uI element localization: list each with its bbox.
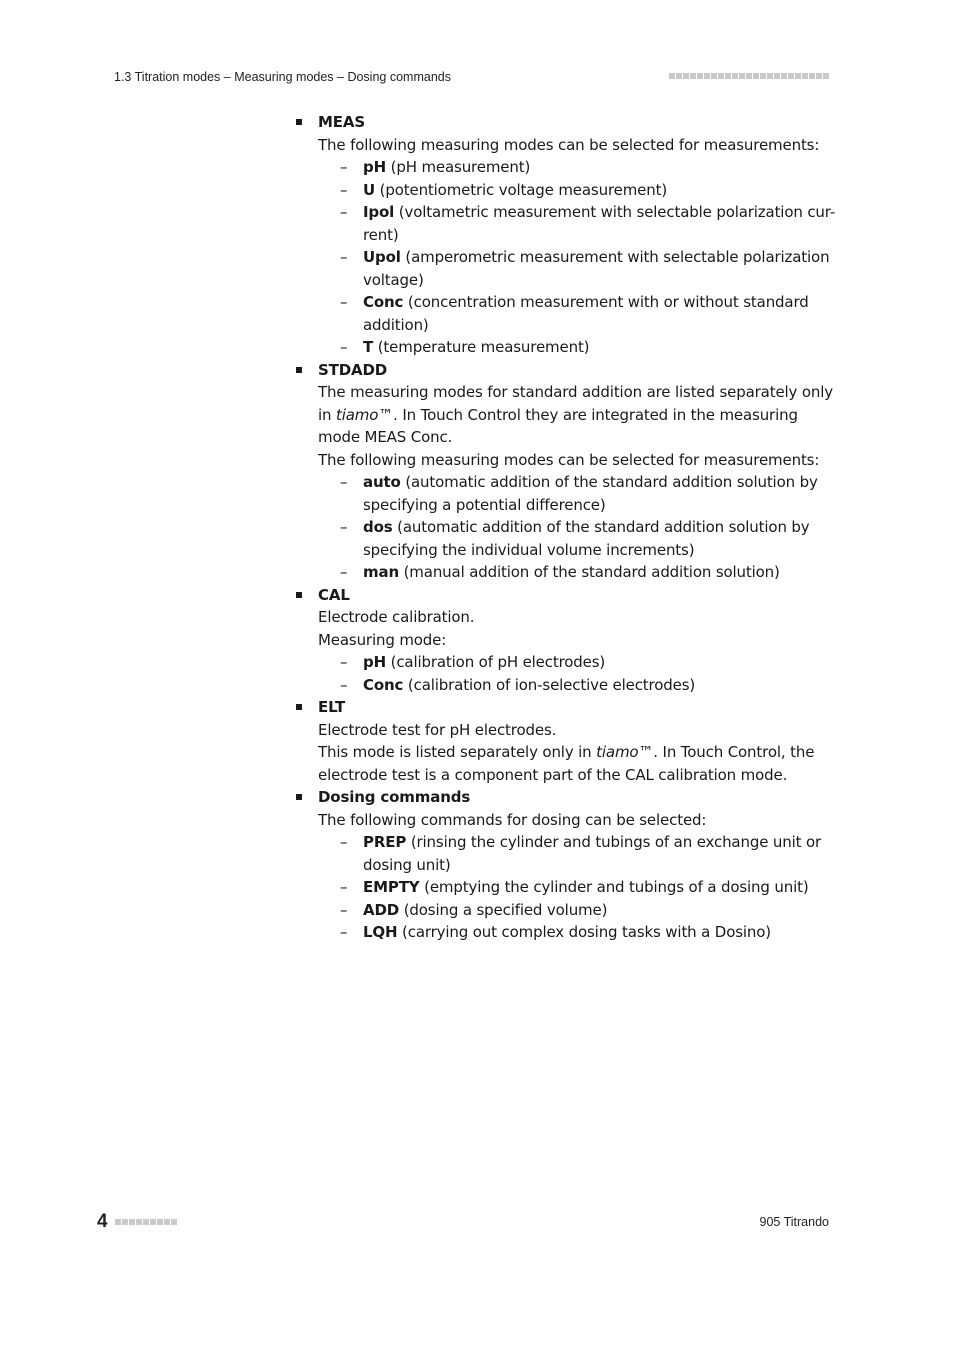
- list-item: [318, 516, 836, 561]
- bullet-icon: [296, 704, 302, 710]
- command-list: [318, 831, 836, 944]
- section-text: [318, 381, 836, 449]
- product-name-italic: tiamo: [596, 743, 639, 761]
- dash-icon: –: [340, 473, 348, 491]
- item-desc: (pH measurement): [390, 158, 531, 176]
- mode-list: [318, 651, 836, 696]
- item-term: EMPTY: [363, 878, 420, 896]
- section-text: [318, 741, 836, 786]
- page-number: 4: [97, 1211, 108, 1232]
- dash-icon: –: [340, 923, 348, 941]
- section-title: MEAS: [318, 113, 365, 131]
- product-name-italic: tiamo: [336, 405, 379, 424]
- dash-icon: –: [340, 158, 348, 176]
- section-dosing-commands: [296, 786, 836, 944]
- footer-decoration: [115, 1219, 177, 1225]
- dash-icon: –: [340, 653, 348, 671]
- section-text: The following measuring modes can be selected for measurements:: [318, 135, 820, 154]
- section-title: STDADD: [318, 360, 388, 379]
- item-term: Conc: [363, 675, 404, 694]
- bullet-icon: [296, 592, 302, 598]
- item-term: T: [363, 338, 374, 356]
- item-desc: (concentration measurement with or without standard addition): [363, 293, 809, 334]
- dash-icon: –: [340, 518, 348, 536]
- list-item: [318, 201, 836, 246]
- item-term: U: [363, 180, 376, 199]
- mode-list: [318, 156, 836, 359]
- item-desc: (dosing a specified volume): [403, 900, 608, 919]
- item-term: auto: [363, 473, 401, 491]
- section-meas: [296, 111, 836, 359]
- dash-icon: –: [340, 878, 348, 896]
- list-item: [318, 651, 836, 674]
- item-desc: (amperometric measurement with selectable polarization voltage): [363, 248, 830, 289]
- item-desc: (potentiometric voltage measurement): [379, 180, 668, 199]
- item-desc: (manual addition of the standard addition solution): [403, 563, 780, 581]
- dash-icon: –: [340, 675, 348, 694]
- dash-icon: –: [340, 833, 348, 851]
- item-desc: (calibration of ion-selective electrodes): [407, 675, 696, 694]
- item-term: Upol: [363, 248, 401, 266]
- list-item: [318, 899, 836, 922]
- text-run: ™. In Touch Control they are integrated in the measuring mode MEAS Conc.: [318, 405, 798, 446]
- item-term: PREP: [363, 833, 407, 851]
- list-item: [318, 561, 836, 584]
- item-term: ADD: [363, 900, 400, 919]
- item-term: pH: [363, 158, 386, 176]
- dash-icon: –: [340, 900, 348, 919]
- list-item: [318, 156, 836, 179]
- section-stdadd: [296, 359, 836, 584]
- dash-icon: –: [340, 180, 348, 199]
- item-term: Conc: [363, 293, 404, 311]
- item-desc: (automatic addition of the standard addition solution by specifying the individual volume increments): [363, 518, 810, 559]
- list-item: [318, 674, 836, 697]
- section-text: Measuring mode:: [318, 630, 447, 649]
- section-text: Electrode calibration.: [318, 608, 475, 626]
- item-desc: (voltametric measurement with selectable polarization cur- rent): [363, 203, 836, 244]
- item-desc: (carrying out complex dosing tasks with a Dosino): [402, 923, 772, 941]
- section-text: The following commands for dosing can be selected:: [318, 810, 707, 829]
- section-title: CAL: [318, 585, 350, 604]
- text-run: ™. In Touch Control, the electrode test is a component part of the CAL calibration mode.: [318, 743, 815, 784]
- item-term: LQH: [363, 923, 398, 941]
- item-desc: (temperature measurement): [377, 338, 590, 356]
- list-item: [318, 471, 836, 516]
- list-item: [318, 876, 836, 899]
- item-desc: (calibration of pH electrodes): [390, 653, 606, 671]
- item-desc: (automatic addition of the standard addition solution by specifying a potential difference): [363, 473, 818, 514]
- text-run: The measuring modes for standard addition are listed separately only in: [318, 383, 834, 424]
- section-title: Dosing commands: [318, 788, 471, 806]
- list-item: [318, 831, 836, 876]
- item-term: dos: [363, 518, 393, 536]
- section-text: Electrode test for pH electrodes.: [318, 720, 557, 739]
- list-item: [318, 336, 836, 359]
- header-decoration: [669, 73, 829, 79]
- dash-icon: –: [340, 563, 348, 581]
- dash-icon: –: [340, 203, 348, 221]
- mode-list: [318, 471, 836, 584]
- item-term: Ipol: [363, 203, 395, 221]
- bullet-icon: [296, 367, 302, 373]
- footer-product-name: 905 Titrando: [759, 1215, 829, 1229]
- list-item: [318, 246, 836, 291]
- section-cal: [296, 584, 836, 697]
- dash-icon: –: [340, 293, 348, 311]
- item-desc: (emptying the cylinder and tubings of a dosing unit): [424, 878, 809, 896]
- text-run: This mode is listed separately only in: [318, 743, 592, 761]
- bullet-icon: [296, 794, 302, 800]
- list-item: [318, 179, 836, 202]
- section-elt: [296, 696, 836, 786]
- dash-icon: –: [340, 248, 348, 266]
- header-breadcrumb: 1.3 Titration modes – Measuring modes – Dosing commands: [114, 70, 451, 84]
- item-term: man: [363, 563, 399, 581]
- section-title: ELT: [318, 698, 346, 716]
- main-content: [296, 111, 836, 944]
- bullet-icon: [296, 119, 302, 125]
- list-item: [318, 921, 836, 944]
- item-desc: (rinsing the cylinder and tubings of an exchange unit or dosing unit): [363, 833, 822, 874]
- list-item: [318, 291, 836, 336]
- section-text: The following measuring modes can be selected for measurements:: [318, 450, 820, 469]
- item-term: pH: [363, 653, 386, 671]
- dash-icon: –: [340, 338, 348, 356]
